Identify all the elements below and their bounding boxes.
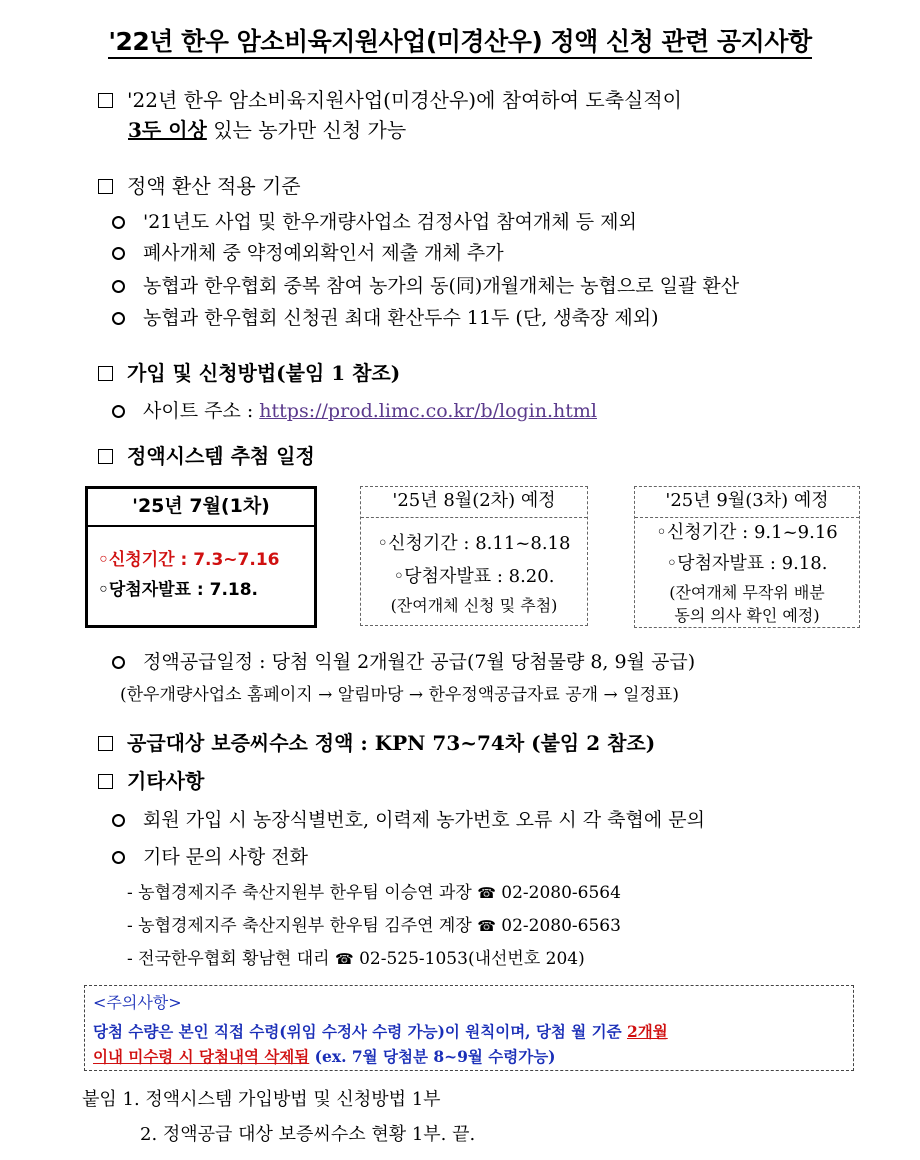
circle-bullet-icon (112, 216, 125, 229)
sec6-title (98, 765, 204, 794)
sec4-title-text: 정액시스템 추첨 일정 (127, 444, 315, 468)
sec6-item (112, 805, 705, 832)
contact-row (127, 878, 621, 903)
attachment-1: 붙임 1. 정액시스템 가입방법 및 신청방법 1부 (82, 1089, 441, 1110)
contact-phone: 02-525-1053(내선번호 204) (359, 949, 585, 969)
site-address (112, 396, 597, 423)
schedule-box-2-header: '25년 8월(2차) 예정 (361, 487, 587, 518)
notice-line1-em: 2개월 (627, 1022, 668, 1041)
sec6-title-text: 기타사항 (127, 769, 205, 793)
circle-bullet-icon (112, 814, 125, 827)
sec4-title (98, 440, 315, 469)
square-bullet-icon (98, 179, 113, 194)
notice-line2 (93, 1045, 556, 1067)
page-title (0, 22, 920, 58)
circle-bullet-icon (112, 851, 125, 864)
sec2-item (112, 271, 739, 298)
schedule-box-3-announce: ◦당첨자발표 : 9.18. (666, 553, 828, 574)
supply-schedule (112, 647, 695, 674)
schedule-box-2-period: ◦신청기간 : 8.11~8.18 (377, 533, 571, 554)
schedule-box-1-period: ◦신청기간 : 7.3~7.16 (98, 550, 280, 570)
contact-row (127, 944, 585, 969)
circle-bullet-icon (112, 280, 125, 293)
contact-row (127, 911, 621, 936)
contact-phone: 02-2080-6564 (501, 883, 621, 903)
site-label: 사이트 주소 : (143, 400, 260, 422)
schedule-box-2-note: (잔여개체 신청 및 추첨) (390, 596, 558, 615)
phone-icon: ☎ (477, 884, 496, 902)
sec2-item (112, 303, 659, 330)
schedule-box-1-announce: ◦당첨자발표 : 7.18. (98, 580, 259, 600)
sec1-rest: 있는 농가만 신청 가능 (206, 118, 407, 142)
notice-line1 (93, 1020, 668, 1042)
contact-text: - 농협경제지주 축산지원부 한우팀 김주연 계장 (127, 916, 472, 936)
circle-bullet-icon (112, 405, 125, 418)
sec3-title-text: 가입 및 신청방법(붙임 1 참조) (127, 361, 401, 385)
circle-bullet-icon (112, 656, 125, 669)
schedule-box-3 (634, 486, 860, 628)
sec6-item (112, 842, 308, 869)
supply-note: (한우개량사업소 홈페이지 → 알림마당 → 한우정액공급자료 공개 → 일정표) (120, 685, 680, 705)
sec2-item-text: 농협과 한우협회 중복 참여 농가의 동(同)개월개체는 농협으로 일괄 환산 (143, 275, 740, 297)
schedule-box-3-header: '25년 9월(3차) 예정 (635, 487, 859, 518)
contact-text: - 전국한우협회 황남현 대리 (127, 949, 330, 969)
square-bullet-icon (98, 366, 113, 381)
contact-phone: 02-2080-6563 (501, 916, 621, 936)
sec1-line1 (98, 84, 682, 113)
schedule-box-1 (85, 486, 317, 628)
sec1-line2 (128, 114, 406, 143)
notice-header: <주의사항> (93, 993, 182, 1012)
phone-icon: ☎ (477, 917, 496, 935)
attachment-2: 2. 정액공급 대상 보증씨수소 현황 1부. 끝. (140, 1124, 476, 1145)
sec3-title (98, 357, 400, 386)
circle-bullet-icon (112, 247, 125, 260)
square-bullet-icon (98, 774, 113, 789)
schedule-box-2-announce: ◦당첨자발표 : 8.20. (393, 566, 555, 587)
sec2-item-text: 농협과 한우협회 신청권 최대 환산두수 11두 (단, 생축장 제외) (143, 307, 659, 329)
sec6-item-text: 회원 가입 시 농장식별번호, 이력제 농가번호 오류 시 각 축협에 문의 (143, 809, 705, 831)
sec1-emphasis: 3두 이상 (128, 118, 207, 142)
schedule-box-2 (360, 486, 588, 626)
schedule-box-1-header: '25년 7월(1차) (88, 489, 314, 527)
sec2-title (98, 170, 301, 199)
circle-bullet-icon (112, 312, 125, 325)
sec2-title-text: 정액 환산 적용 기준 (127, 174, 301, 198)
notice-line1-text: 당첨 수량은 본인 직접 수령(위임 수정사 수령 가능)이 원칙이며, 당첨 월 기준 (93, 1022, 628, 1041)
sec5-title (98, 727, 655, 756)
contact-text: - 농협경제지주 축산지원부 한우팀 이승연 과장 (127, 883, 472, 903)
sec2-item-text: '21년도 사업 및 한우개량사업소 검정사업 참여개체 등 제외 (143, 211, 637, 233)
phone-icon: ☎ (335, 950, 354, 968)
sec6-item-text: 기타 문의 사항 전화 (143, 846, 308, 868)
notice-line2-text: (ex. 7월 당첨분 8~9월 수령가능) (309, 1047, 556, 1066)
sec2-item (112, 238, 504, 265)
schedule-box-3-period: ◦신청기간 : 9.1~9.16 (656, 522, 838, 543)
supply-text: 정액공급일정 : 당첨 익월 2개월간 공급(7월 당첨물량 8, 9월 공급) (143, 651, 696, 673)
schedule-box-3-note2: 동의 의사 확인 예정) (674, 606, 820, 625)
notice-box (84, 985, 854, 1071)
square-bullet-icon (98, 736, 113, 751)
square-bullet-icon (98, 93, 113, 108)
sec2-item (112, 207, 637, 234)
sec2-item-text: 폐사개체 중 약정예외확인서 제출 개체 추가 (143, 242, 504, 264)
schedule-box-3-note1: (잔여개체 무작위 배분 (669, 583, 825, 602)
page-title-text: '22년 한우 암소비육지원사업(미경산우) 정액 신청 관련 공지사항 (108, 27, 811, 59)
site-url-link[interactable]: https://prod.limc.co.kr/b/login.html (259, 400, 598, 422)
sec5-title-text: 공급대상 보증씨수소 정액 : KPN 73~74차 (붙임 2 참조) (127, 731, 656, 755)
sec1-text: '22년 한우 암소비육지원사업(미경산우)에 참여하여 도축실적이 (127, 88, 682, 112)
notice-line2-em: 이내 미수령 시 당첨내역 삭제됨 (93, 1047, 310, 1066)
square-bullet-icon (98, 449, 113, 464)
